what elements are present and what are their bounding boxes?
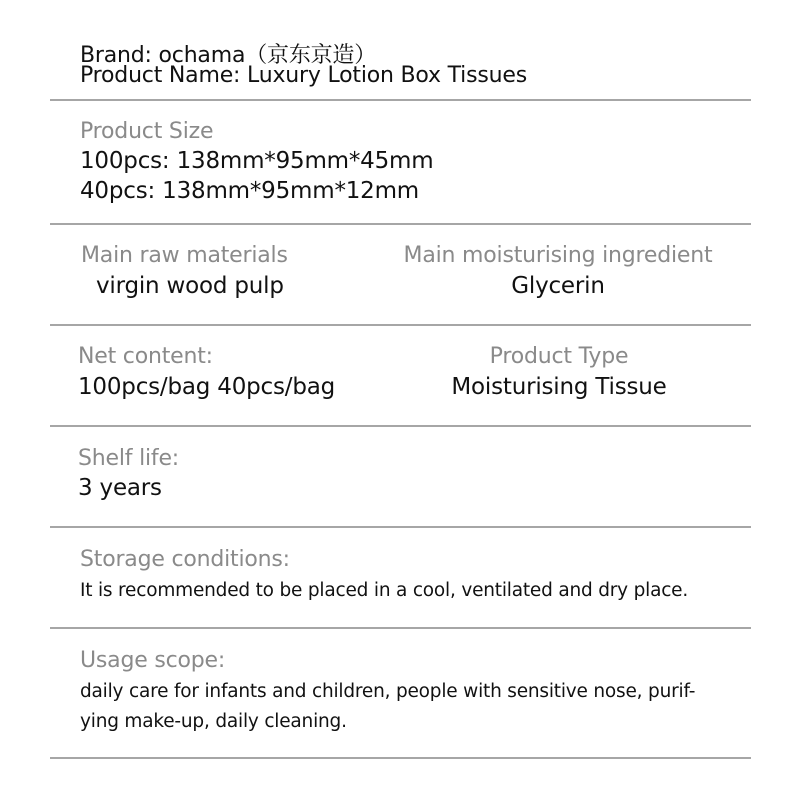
product-size-100pcs: 100pcs: 138mm*95mm*45mm <box>80 148 434 174</box>
product-size-label: Product Size <box>80 119 214 144</box>
storage-conditions-label: Storage conditions: <box>80 547 290 572</box>
net-content-label: Net content: <box>78 344 213 369</box>
usage-scope-line-2: ying make-up, daily cleaning. <box>80 711 347 732</box>
divider <box>50 627 751 629</box>
product-type-value: Moisturising Tissue <box>451 374 667 400</box>
moisturising-ingredient-label: Main moisturising ingredient <box>403 243 713 268</box>
product-type-label: Product Type <box>489 344 629 369</box>
divider <box>50 425 751 427</box>
divider <box>50 223 751 225</box>
usage-scope-line-1: daily care for infants and children, people with sensitive nose, purif- <box>80 681 696 702</box>
raw-materials-value: virgin wood pulp <box>96 273 284 299</box>
raw-materials-label: Main raw materials <box>81 243 288 268</box>
divider <box>50 99 751 101</box>
storage-conditions-value: It is recommended to be placed in a cool, ventilated and dry place. <box>80 580 689 601</box>
divider <box>50 757 751 759</box>
brand-text: Brand: ochama（京东京造） <box>80 43 377 68</box>
net-content-value: 100pcs/bag 40pcs/bag <box>78 374 336 400</box>
product-name-text: Product Name: Luxury Lotion Box Tissues <box>80 63 527 88</box>
divider <box>50 526 751 528</box>
usage-scope-label: Usage scope: <box>80 648 226 673</box>
moisturising-ingredient-value: Glycerin <box>511 273 605 299</box>
shelf-life-label: Shelf life: <box>78 446 180 471</box>
divider <box>50 324 751 326</box>
product-size-40pcs: 40pcs: 138mm*95mm*12mm <box>80 178 420 204</box>
shelf-life-value: 3 years <box>78 475 162 501</box>
